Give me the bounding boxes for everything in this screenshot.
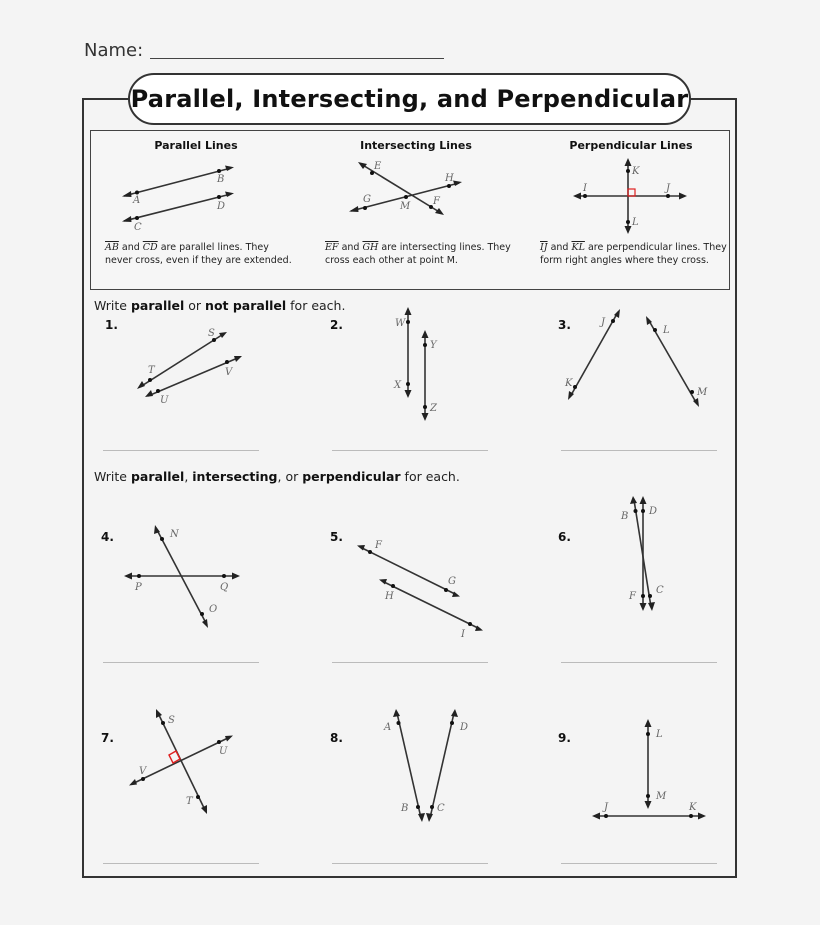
svg-text:V: V — [139, 766, 147, 777]
svg-text:G: G — [448, 576, 456, 587]
svg-text:S: S — [208, 328, 215, 339]
question-1-diagram — [90, 290, 290, 410]
answer-line-3[interactable] — [561, 450, 717, 451]
svg-text:T: T — [186, 796, 193, 807]
svg-text:A: A — [133, 195, 141, 206]
svg-text:V: V — [225, 367, 233, 378]
question-number: 3. — [558, 318, 571, 332]
question-3-diagram — [540, 295, 740, 425]
definition-title: Perpendicular Lines — [569, 139, 693, 152]
svg-text:D: D — [649, 506, 658, 517]
parallel-lines-diagram — [91, 131, 301, 241]
svg-text:U: U — [219, 746, 228, 757]
question-number: 1. — [105, 318, 118, 332]
question-8-diagram — [320, 700, 520, 830]
definition-title: Parallel Lines — [154, 139, 238, 152]
perpendicular-lines-diagram — [526, 131, 736, 241]
svg-text:Z: Z — [430, 403, 437, 414]
svg-text:H: H — [445, 173, 454, 184]
answer-line-7[interactable] — [103, 863, 259, 864]
svg-text:X: X — [394, 380, 402, 391]
intersecting-lines-diagram — [311, 131, 521, 241]
svg-text:L: L — [663, 325, 670, 336]
svg-text:D: D — [460, 722, 469, 733]
question-6-diagram — [540, 490, 740, 630]
section1-instruction: Write parallel or not parallel for each. — [94, 298, 346, 313]
svg-text:B: B — [217, 174, 225, 185]
svg-text:L: L — [656, 729, 663, 740]
question-9-diagram — [540, 700, 740, 830]
svg-text:I: I — [583, 183, 587, 194]
answer-line-1[interactable] — [103, 450, 259, 451]
answer-line-5[interactable] — [332, 662, 488, 663]
svg-text:I: I — [461, 629, 465, 640]
section2-instruction: Write parallel, intersecting, or perpendicular for each. — [94, 469, 460, 484]
definition-perpendicular — [526, 131, 736, 289]
definition-text: $\overline{EF}$ and $\overline{GH}$ are intersecting lines. They cross each other at point M. — [325, 242, 511, 266]
question-number: 4. — [101, 530, 114, 544]
question-4-diagram — [90, 510, 290, 640]
definition-title: Intersecting Lines — [360, 139, 472, 152]
worksheet-title: Parallel, Intersecting, and Perpendicular — [128, 73, 691, 125]
question-number: 6. — [558, 530, 571, 544]
definitions-box — [90, 130, 730, 290]
svg-text:C: C — [134, 222, 142, 233]
svg-text:Q: Q — [220, 582, 229, 593]
svg-text:T: T — [148, 365, 155, 376]
svg-text:K: K — [689, 802, 697, 813]
question-2-diagram — [320, 295, 520, 425]
svg-text:W: W — [395, 318, 406, 329]
question-5-diagram — [320, 520, 520, 650]
answer-line-9[interactable] — [561, 863, 717, 864]
question-7-diagram — [90, 700, 290, 830]
question-number: 7. — [101, 731, 114, 745]
definition-text: $\overline{AB}$ and $\overline{CD}$ are parallel lines. They never cross, even if they are extended. — [105, 242, 292, 266]
answer-line-8[interactable] — [332, 863, 488, 864]
svg-text:F: F — [629, 591, 636, 602]
question-number: 8. — [330, 731, 343, 745]
svg-text:J: J — [601, 317, 606, 328]
svg-text:B: B — [621, 511, 629, 522]
svg-text:E: E — [374, 161, 382, 172]
definition-text: $\overline{IJ}$ and $\overline{KL}$ are perpendicular lines. They form right angles where they cross. — [540, 242, 727, 266]
question-number: 9. — [558, 731, 571, 745]
name-field[interactable] — [150, 58, 444, 59]
svg-text:N: N — [170, 529, 179, 540]
svg-text:C: C — [656, 585, 664, 596]
svg-text:L: L — [632, 217, 639, 228]
svg-text:M: M — [656, 791, 667, 802]
svg-text:J: J — [666, 183, 671, 194]
svg-text:P: P — [135, 582, 142, 593]
answer-line-6[interactable] — [561, 662, 717, 663]
svg-text:C: C — [437, 803, 445, 814]
question-number: 5. — [330, 530, 343, 544]
svg-text:F: F — [375, 540, 382, 551]
svg-text:U: U — [160, 395, 169, 406]
svg-text:F: F — [433, 196, 440, 207]
question-number: 2. — [330, 318, 343, 332]
definition-intersecting — [311, 131, 521, 289]
svg-text:M: M — [400, 201, 411, 212]
svg-text:B: B — [401, 803, 409, 814]
answer-line-2[interactable] — [332, 450, 488, 451]
svg-text:S: S — [168, 715, 175, 726]
svg-text:Y: Y — [430, 340, 437, 351]
svg-text:H: H — [385, 591, 394, 602]
svg-text:A: A — [384, 722, 392, 733]
svg-text:M: M — [697, 387, 708, 398]
svg-text:K: K — [565, 378, 573, 389]
svg-text:D: D — [217, 201, 226, 212]
svg-text:G: G — [363, 194, 371, 205]
answer-line-4[interactable] — [103, 662, 259, 663]
name-label: Name: — [84, 40, 144, 61]
svg-text:K: K — [632, 166, 640, 177]
definition-parallel — [91, 131, 301, 289]
svg-text:O: O — [209, 604, 218, 615]
svg-text:J: J — [604, 802, 609, 813]
